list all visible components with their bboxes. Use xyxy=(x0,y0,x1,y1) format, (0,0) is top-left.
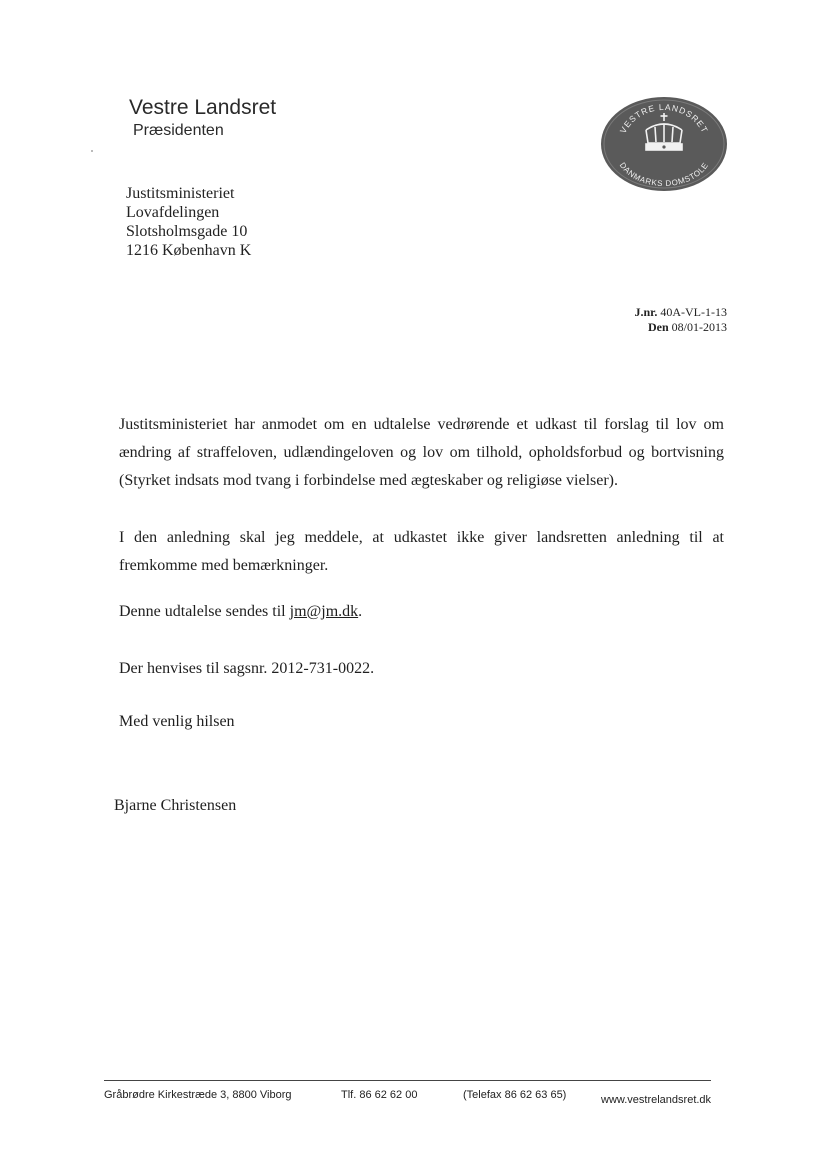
mail-statement xyxy=(119,603,362,621)
court-name: Vestre Landsret xyxy=(129,96,277,119)
journal-number xyxy=(634,305,727,320)
email-link[interactable]: jm@jm.dk xyxy=(289,603,359,620)
paragraph-line: fremkomme med bemærkninger. xyxy=(119,557,329,574)
seal-bottom-text: DANMARKS DOMSTOLE xyxy=(617,160,711,189)
seal-top-text: VESTRE LANDSRET xyxy=(617,101,711,135)
recipient-line: Lovafdelingen xyxy=(126,204,220,221)
case-reference: Der henvises til sagsnr. 2012-731-0022. xyxy=(119,660,375,677)
letter-date xyxy=(634,320,727,335)
scan-speck xyxy=(91,150,93,152)
reference-block xyxy=(634,305,727,335)
footer-divider xyxy=(104,1080,711,1081)
paragraph-line: ændring af straffeloven, udlændingeloven og lov om tilhold, opholdsforbud og bortvisning xyxy=(119,444,724,461)
journal-number-label: J.nr. xyxy=(634,305,658,319)
signature: Bjarne Christensen xyxy=(114,797,237,814)
footer-website[interactable]: www.vestrelandsret.dk xyxy=(601,1094,712,1106)
recipient-address xyxy=(126,184,251,260)
recipient-line: Justitsministeriet xyxy=(126,185,235,202)
footer-fax: (Telefax 86 62 63 65) xyxy=(463,1089,567,1101)
footer-phone: Tlf. 86 62 62 00 xyxy=(341,1089,418,1101)
recipient-line: Slotsholmsgade 10 xyxy=(126,223,248,240)
recipient-line: 1216 København K xyxy=(126,242,252,259)
letter-date-value: 08/01-2013 xyxy=(671,320,727,334)
paragraph-request xyxy=(119,411,724,495)
court-subtitle: Præsidenten xyxy=(133,122,224,139)
paragraph-line: Justitsministeriet har anmodet om en udtalelse vedrørende et udkast til forslag til lov om xyxy=(119,416,724,433)
paragraph-line: (Styrket indsats mod tvang i forbindelse med ægteskaber og religiøse vielser). xyxy=(119,472,618,489)
court-seal-icon xyxy=(600,96,728,192)
greeting: Med venlig hilsen xyxy=(119,713,235,730)
footer-address: Gråbrødre Kirkestræde 3, 8800 Viborg xyxy=(104,1089,292,1101)
paragraph-line: I den anledning skal jeg meddele, at udkastet ikke giver landsretten anledning til at xyxy=(119,529,724,546)
mail-prefix: Denne udtalelse sendes til xyxy=(119,603,290,620)
journal-number-value: 40A-VL-1-13 xyxy=(660,305,727,319)
mail-suffix: . xyxy=(358,603,363,620)
paragraph-response xyxy=(119,524,724,580)
letter-date-label: Den xyxy=(647,320,669,334)
